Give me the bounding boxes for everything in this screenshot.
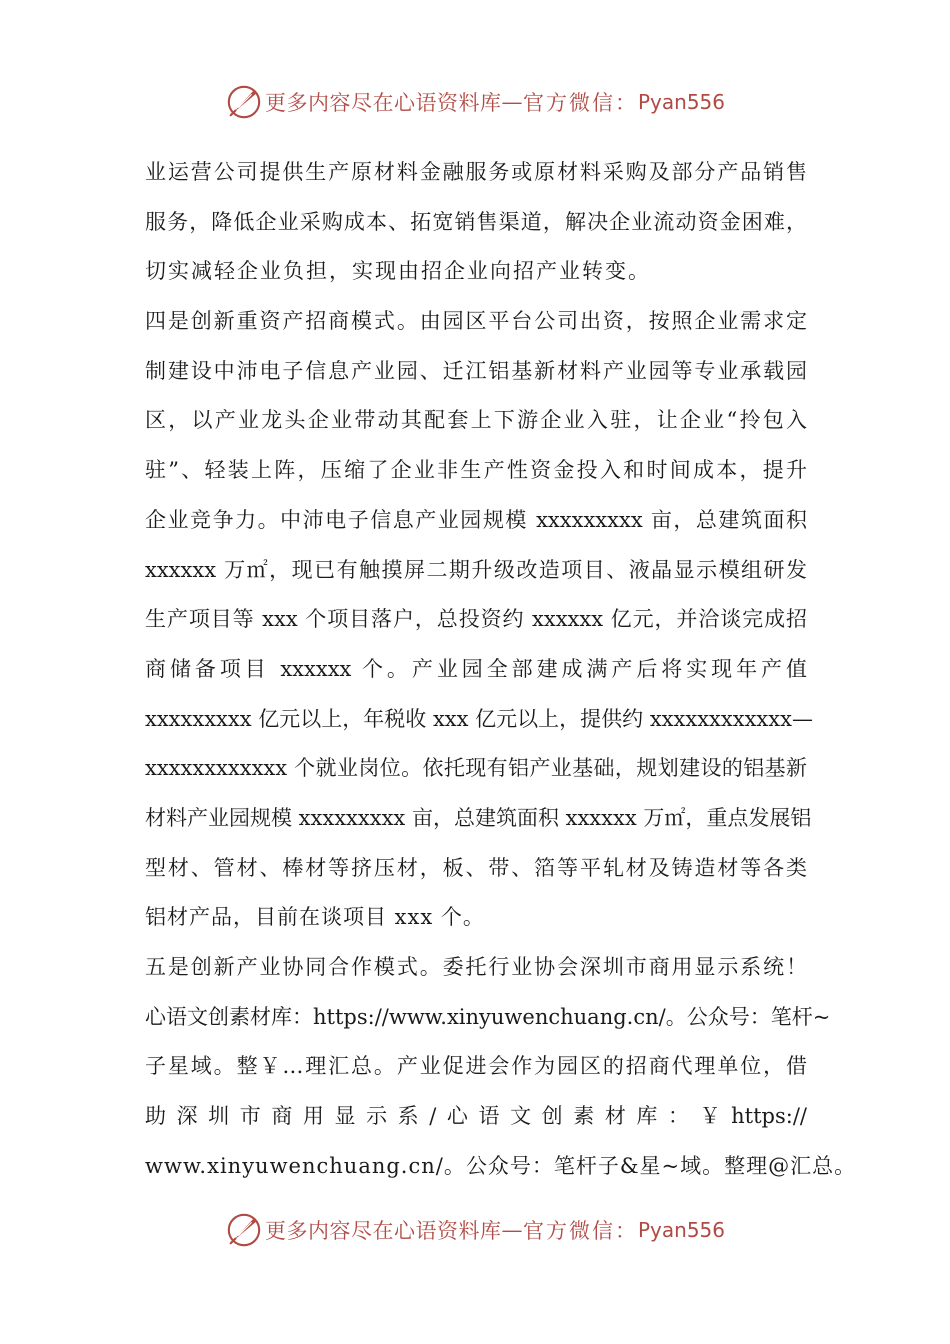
body-line: 驻”、轻装上阵，压缩了企业非生产性资金投入和时间成本，提升: [145, 458, 807, 483]
banner-label: 官方微信：: [522, 91, 638, 115]
body-line: 生产项目等 xxx 个项目落户，总投资约 xxxxxx 亿元，并洽谈完成招: [145, 607, 807, 632]
banner-text: 更多内容尽在心语资料库: [264, 91, 502, 115]
banner-wechat-id: Pyan556: [637, 1218, 725, 1242]
header-watermark-banner: [0, 80, 950, 124]
banner-dash: —: [501, 90, 523, 114]
body-line: 区，以产业龙头企业带动其配套上下游企业入驻，让企业“拎包入: [145, 408, 807, 433]
quill-logo-icon: [225, 1211, 263, 1249]
body-line: 四是创新重资产招商模式。由园区平台公司出资，按照企业需求定: [145, 309, 807, 334]
footer-watermark-banner: [0, 1208, 950, 1252]
body-line: 服务，降低企业采购成本、拓宽销售渠道，解决企业流动资金困难，: [145, 209, 807, 234]
quill-logo-icon: [225, 83, 263, 121]
body-line: 五是创新产业协同合作模式。委托行业协会深圳市商用显示系统！: [145, 955, 807, 979]
body-line: 制建设中沛电子信息产业园、迁江铝基新材料产业园等专业承载园: [145, 358, 807, 383]
body-line: www.xinyuwenchuang.cn/。公众号：笔杆子&星~域。整理@汇总。: [145, 1153, 857, 1178]
body-line: 材料产业园规模 xxxxxxxxx 亩，总建筑面积 xxxxxx 万㎡，重点发展铝: [145, 805, 812, 830]
document-body: [145, 148, 857, 1191]
body-line: 企业竞争力。中沛电子信息产业园规模 xxxxxxxxx 亩，总建筑面积: [145, 507, 807, 532]
body-line: 切实减轻企业负担，实现由招企业向招产业转变。: [145, 259, 651, 284]
banner-dash: —: [501, 1218, 523, 1242]
body-line: 子星域。整￥…理汇总。产业促进会作为园区的招商代理单位，借: [145, 1054, 807, 1079]
banner-wechat-id: Pyan556: [637, 90, 725, 114]
banner-label: 官方微信：: [522, 1219, 638, 1243]
body-line: xxxxxx 万㎡，现已有触摸屏二期升级改造项目、液晶显示模组研发: [145, 557, 807, 582]
banner-text: 更多内容尽在心语资料库: [264, 1219, 502, 1243]
body-line: 铝材产品，目前在谈项目 xxx 个。: [145, 905, 485, 930]
body-line: 业运营公司提供生产原材料金融服务或原材料采购及部分产品销售: [145, 160, 807, 184]
body-line: 商储备项目 xxxxxx 个。产业园全部建成满产后将实现年产值: [145, 656, 807, 681]
body-line: xxxxxxxxxxxx 个就业岗位。依托现有铝产业基础，规划建设的铝基新: [145, 756, 807, 781]
body-line: 心语文创素材库：https://www.xinyuwenchuang.cn/。公众号：笔杆~: [145, 1004, 831, 1029]
body-line: 型材、管材、棒材等挤压材，板、带、箔等平轧材及铸造材等各类: [145, 855, 807, 880]
body-line: xxxxxxxxx 亿元以上，年税收 xxx 亿元以上，提供约 xxxxxxxxxxxx—: [145, 706, 813, 731]
body-line: 助深圳市商用显示系/心语文创素材库：￥https://: [145, 1104, 807, 1129]
